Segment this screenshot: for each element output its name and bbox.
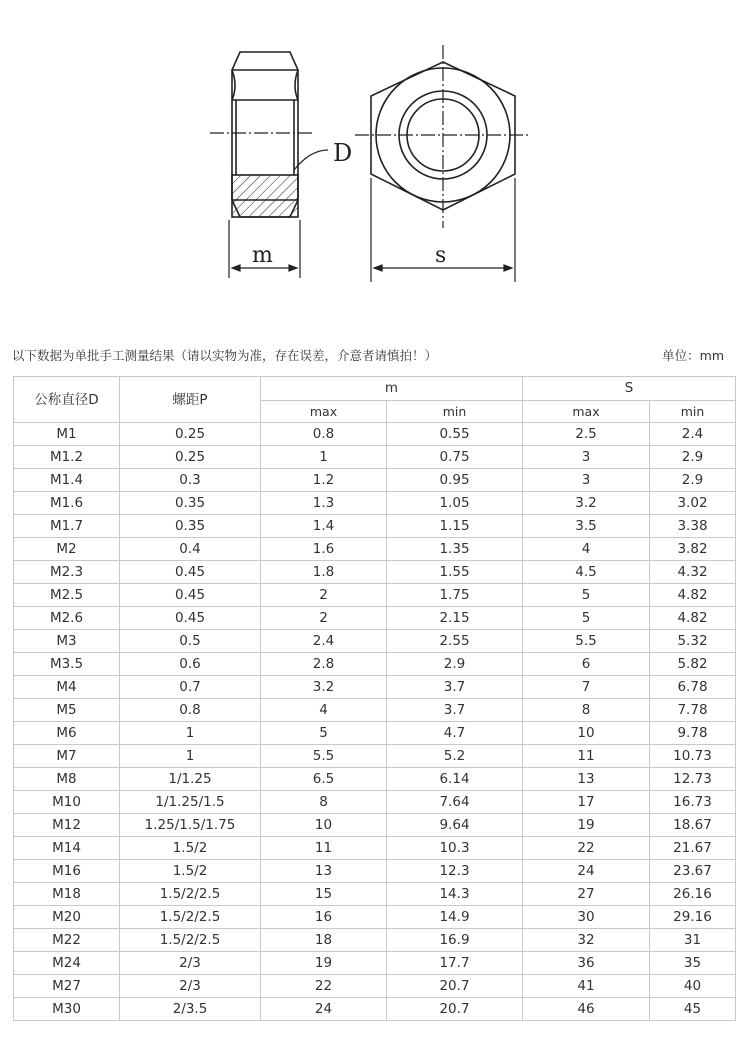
cell-pitch: 1 [120,722,261,745]
cell-pitch: 1.5/2/2.5 [120,906,261,929]
label-d: D [333,139,353,167]
table-row [14,423,736,446]
table-row [14,561,736,584]
header-m-min: min [387,401,523,423]
cell-pitch: 1/1.25 [120,768,261,791]
cell-m-min: 6.14 [387,768,523,791]
cell-s-max: 22 [523,837,650,860]
cell-diameter: M1.2 [14,446,120,469]
cell-s-min: 4.32 [650,561,736,584]
cell-diameter: M6 [14,722,120,745]
cell-s-max: 5 [523,607,650,630]
header-pitch: 螺距P [120,377,261,423]
cell-s-min: 3.38 [650,515,736,538]
cell-s-max: 30 [523,906,650,929]
table-row [14,883,736,906]
cell-diameter: M2.6 [14,607,120,630]
cell-s-max: 13 [523,768,650,791]
cell-s-max: 4 [523,538,650,561]
table-row [14,791,736,814]
cell-s-min: 40 [650,975,736,998]
header-s-min: min [650,401,736,423]
table-row [14,745,736,768]
table-row [14,492,736,515]
cell-s-max: 32 [523,929,650,952]
cell-pitch: 0.45 [120,561,261,584]
cell-m-min: 14.3 [387,883,523,906]
table-row [14,515,736,538]
header-diameter: 公称直径D [14,377,120,423]
label-s: s [435,243,447,268]
cell-s-max: 5 [523,584,650,607]
cell-m-max: 1.2 [261,469,387,492]
cell-s-min: 4.82 [650,584,736,607]
cell-m-min: 20.7 [387,975,523,998]
cell-m-max: 8 [261,791,387,814]
cell-s-min: 4.82 [650,607,736,630]
cell-s-max: 27 [523,883,650,906]
cell-s-max: 19 [523,814,650,837]
table-header-row [14,377,736,401]
table-row [14,722,736,745]
cell-diameter: M10 [14,791,120,814]
cell-m-max: 4 [261,699,387,722]
cell-m-min: 16.9 [387,929,523,952]
cell-s-min: 6.78 [650,676,736,699]
table-row [14,607,736,630]
cell-s-max: 24 [523,860,650,883]
cell-m-min: 0.95 [387,469,523,492]
cell-pitch: 0.6 [120,653,261,676]
hex-nut-drawing [0,0,750,300]
cell-pitch: 1.5/2 [120,860,261,883]
table-row [14,699,736,722]
cell-diameter: M30 [14,998,120,1021]
cell-m-max: 1.4 [261,515,387,538]
cell-s-min: 2.4 [650,423,736,446]
cell-s-min: 5.32 [650,630,736,653]
cell-s-min: 2.9 [650,446,736,469]
d-leader-line [294,150,328,170]
table-row [14,538,736,561]
table-row [14,906,736,929]
cell-m-min: 10.3 [387,837,523,860]
cell-s-min: 7.78 [650,699,736,722]
cell-pitch: 1.5/2/2.5 [120,929,261,952]
cell-m-min: 1.75 [387,584,523,607]
cell-m-max: 13 [261,860,387,883]
cell-m-min: 0.75 [387,446,523,469]
cell-m-min: 14.9 [387,906,523,929]
cell-m-min: 1.55 [387,561,523,584]
cell-s-max: 11 [523,745,650,768]
cell-m-max: 11 [261,837,387,860]
cell-diameter: M2.5 [14,584,120,607]
cell-s-min: 31 [650,929,736,952]
cell-m-max: 24 [261,998,387,1021]
cell-s-min: 10.73 [650,745,736,768]
cell-pitch: 1 [120,745,261,768]
header-m: m [261,377,523,401]
cell-s-max: 6 [523,653,650,676]
cell-m-min: 3.7 [387,699,523,722]
cell-diameter: M1.6 [14,492,120,515]
table-row [14,998,736,1021]
cell-m-min: 17.7 [387,952,523,975]
cell-diameter: M5 [14,699,120,722]
cell-m-max: 1.8 [261,561,387,584]
cell-pitch: 2/3 [120,952,261,975]
side-view [232,52,298,217]
table-row [14,630,736,653]
label-m: m [252,243,273,268]
cell-pitch: 0.35 [120,492,261,515]
cell-m-min: 4.7 [387,722,523,745]
cell-s-min: 3.82 [650,538,736,561]
cell-s-max: 5.5 [523,630,650,653]
cell-diameter: M1 [14,423,120,446]
cell-pitch: 0.3 [120,469,261,492]
cell-m-max: 6.5 [261,768,387,791]
cell-m-max: 1.6 [261,538,387,561]
cell-m-max: 19 [261,952,387,975]
cell-pitch: 0.4 [120,538,261,561]
table-row [14,676,736,699]
table-row [14,929,736,952]
cell-s-min: 35 [650,952,736,975]
cell-diameter: M20 [14,906,120,929]
cell-s-max: 17 [523,791,650,814]
cell-m-min: 2.9 [387,653,523,676]
unit-label: 单位：mm [662,348,724,363]
cell-diameter: M14 [14,837,120,860]
cell-s-max: 10 [523,722,650,745]
cell-pitch: 0.45 [120,607,261,630]
cell-m-max: 5 [261,722,387,745]
cell-s-min: 3.02 [650,492,736,515]
table-row [14,860,736,883]
cell-m-max: 2.4 [261,630,387,653]
cell-s-min: 2.9 [650,469,736,492]
cell-m-min: 0.55 [387,423,523,446]
cell-pitch: 1.5/2 [120,837,261,860]
cell-m-max: 1 [261,446,387,469]
cell-m-min: 20.7 [387,998,523,1021]
cell-diameter: M3 [14,630,120,653]
cell-pitch: 1.5/2/2.5 [120,883,261,906]
cell-m-max: 15 [261,883,387,906]
cell-m-max: 1.3 [261,492,387,515]
cell-s-max: 46 [523,998,650,1021]
cell-s-max: 3 [523,469,650,492]
table-row [14,837,736,860]
cell-s-min: 5.82 [650,653,736,676]
cell-diameter: M1.7 [14,515,120,538]
cell-m-min: 2.15 [387,607,523,630]
cell-s-max: 3.5 [523,515,650,538]
cell-diameter: M3.5 [14,653,120,676]
cell-s-max: 41 [523,975,650,998]
cell-pitch: 0.25 [120,423,261,446]
header-s: S [523,377,736,401]
cell-m-min: 3.7 [387,676,523,699]
cell-s-max: 8 [523,699,650,722]
table-row [14,975,736,998]
cell-s-min: 45 [650,998,736,1021]
cell-pitch: 0.25 [120,446,261,469]
table-row [14,653,736,676]
cell-pitch: 2/3.5 [120,998,261,1021]
cell-m-min: 12.3 [387,860,523,883]
cell-diameter: M8 [14,768,120,791]
cell-s-max: 3 [523,446,650,469]
cell-diameter: M2.3 [14,561,120,584]
table-row [14,952,736,975]
cell-s-min: 16.73 [650,791,736,814]
cell-m-min: 2.55 [387,630,523,653]
table-row [14,814,736,837]
cell-m-max: 0.8 [261,423,387,446]
cell-m-max: 2 [261,584,387,607]
cell-m-min: 5.2 [387,745,523,768]
cell-m-min: 7.64 [387,791,523,814]
cell-m-min: 1.05 [387,492,523,515]
cell-diameter: M22 [14,929,120,952]
cell-m-max: 16 [261,906,387,929]
cell-m-max: 5.5 [261,745,387,768]
cell-diameter: M24 [14,952,120,975]
cell-diameter: M12 [14,814,120,837]
cell-m-max: 18 [261,929,387,952]
cell-diameter: M16 [14,860,120,883]
cell-s-min: 29.16 [650,906,736,929]
cell-m-max: 3.2 [261,676,387,699]
cell-s-max: 3.2 [523,492,650,515]
table-row [14,768,736,791]
spec-table [13,376,736,1021]
cell-pitch: 0.7 [120,676,261,699]
cell-pitch: 1/1.25/1.5 [120,791,261,814]
cell-m-min: 1.15 [387,515,523,538]
cell-m-max: 2.8 [261,653,387,676]
table-row [14,584,736,607]
table-row [14,446,736,469]
cell-pitch: 0.5 [120,630,261,653]
cell-diameter: M27 [14,975,120,998]
cell-diameter: M18 [14,883,120,906]
cell-s-min: 18.67 [650,814,736,837]
cell-diameter: M1.4 [14,469,120,492]
cell-s-min: 26.16 [650,883,736,906]
cell-s-min: 12.73 [650,768,736,791]
cell-diameter: M4 [14,676,120,699]
cell-pitch: 0.35 [120,515,261,538]
cell-pitch: 0.8 [120,699,261,722]
cell-s-max: 2.5 [523,423,650,446]
table-body [14,423,736,1021]
cell-s-min: 21.67 [650,837,736,860]
header-m-max: max [261,401,387,423]
cell-diameter: M2 [14,538,120,561]
cell-s-max: 4.5 [523,561,650,584]
cell-m-max: 22 [261,975,387,998]
cell-pitch: 1.25/1.5/1.75 [120,814,261,837]
cell-diameter: M7 [14,745,120,768]
cell-m-max: 2 [261,607,387,630]
cell-pitch: 2/3 [120,975,261,998]
cell-m-max: 10 [261,814,387,837]
cell-pitch: 0.45 [120,584,261,607]
header-s-max: max [523,401,650,423]
cell-s-max: 7 [523,676,650,699]
measurement-note: 以下数据为单批手工测量结果（请以实物为准，存在误差，介意者请慎拍！） [12,348,438,363]
cell-m-min: 1.35 [387,538,523,561]
cell-s-min: 23.67 [650,860,736,883]
cell-s-min: 9.78 [650,722,736,745]
table-row [14,469,736,492]
cell-m-min: 9.64 [387,814,523,837]
cell-s-max: 36 [523,952,650,975]
